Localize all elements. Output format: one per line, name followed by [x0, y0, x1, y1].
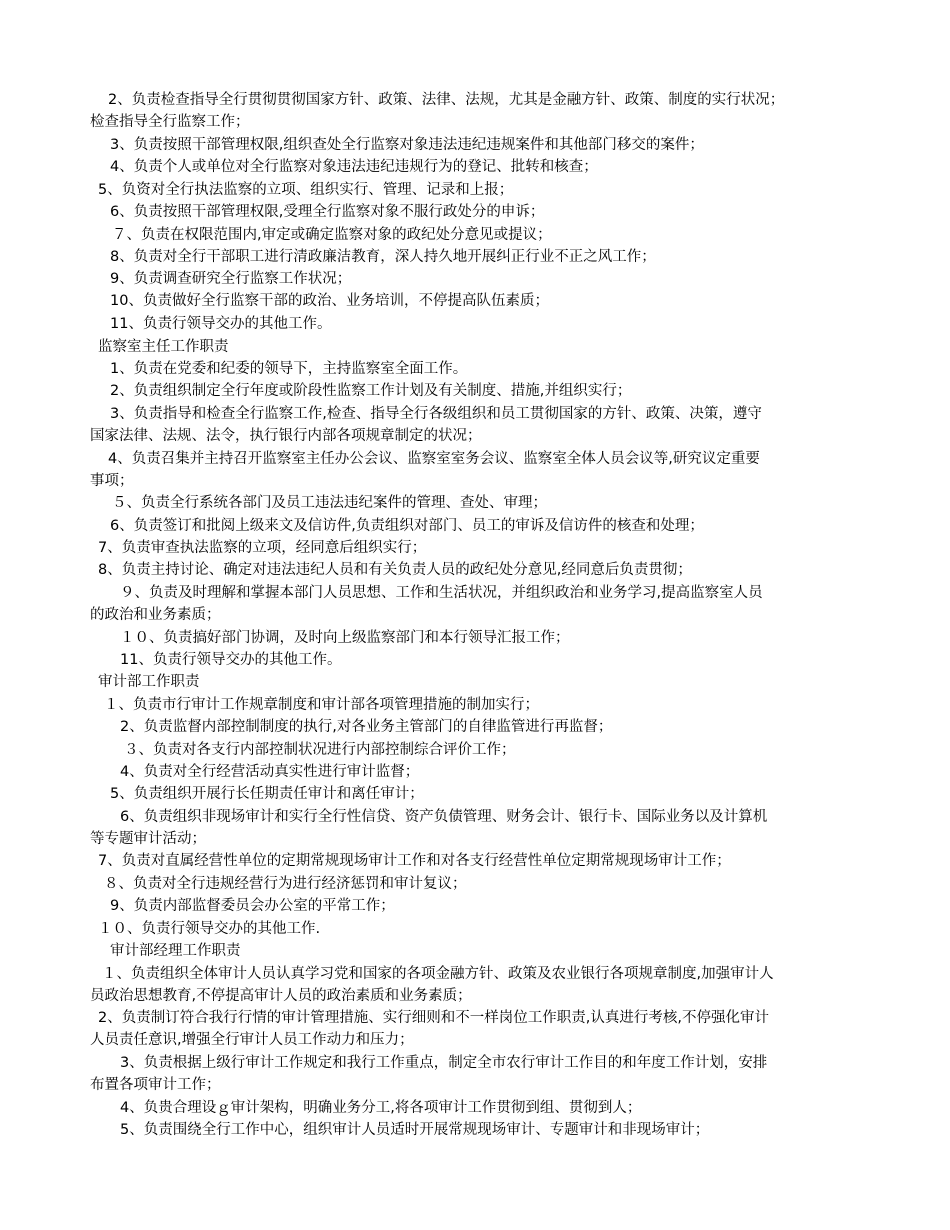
text-line: 6、负责签订和批阅上级来文及信访件,负责组织对部门、员工的审诉及信访件的核查和处理；: [110, 518, 704, 534]
section-heading: 审计部工作职责: [98, 674, 200, 690]
text-line: 7、负责审查执法监察的立项，经同意后组织实行；: [98, 540, 427, 556]
text-line: 4、负责对全行经营活动真实性进行审计监督；: [120, 764, 420, 780]
section-heading: 监察室主任工作职责: [98, 339, 229, 355]
section-heading: 审计部经理工作职责: [110, 943, 241, 959]
text-line: 10、负责做好全行监察干部的政治、业务培训，不停提高队伍素质；: [110, 293, 549, 309]
text-line: ８、负责对全行违规经营行为进行经济惩罚和审计复议；: [104, 876, 467, 892]
text-line: 6、负责组织非现场审计和实行全行性信贷、资产负债管理、财务会计、银行卡、国际业务以及计算机: [120, 809, 768, 825]
text-line: １、负责市行审计工作规章制度和审计部各项管理措施的制加实行；: [104, 697, 539, 713]
text-line: 2、负责监督内部控制制度的执行,对各业务主管部门的自律监管进行再监督；: [120, 719, 613, 735]
text-line: 等专题审计活动；: [90, 831, 206, 847]
text-line: １、负责组织全体审计人员认真学习党和国家的各项金融方针、政策及农业银行各项规章制度,加强审计人: [102, 966, 774, 982]
text-line: 3、负责指导和检查全行监察工作,检查、指导全行各级组织和员工贯彻国家的方针、政策、决策，遵守: [110, 406, 762, 422]
text-line: 布置各项审计工作；: [90, 1077, 221, 1093]
text-line: 3、负责根据上级行审计工作规定和我行工作重点，制定全市农行审计工作目的和年度工作计划，安排: [120, 1055, 768, 1071]
text-line: 4、负责个人或单位对全行监察对象违法违纪违规行为的登记、批转和核查；: [110, 159, 598, 175]
text-line: １０、负责行领导交办的其他工作.: [98, 921, 321, 937]
text-line: 国家法律、法规、法令，执行银行内部各项规章制定的状况；: [90, 428, 482, 444]
text-line: 5、负资对全行执法监察的立项、组织实行、管理、记录和上报；: [98, 182, 514, 198]
text-line: ５、负责全行系统各部门及员工违法违纪案件的管理、查处、审理；: [112, 495, 547, 511]
text-line: 9、负责内部监督委员会办公室的平常工作；: [110, 898, 395, 914]
text-line: 8、负责对全行干部职工进行清政廉洁教育，深人持久地开展纠正行业不正之风工作；: [110, 249, 656, 265]
text-line: 9、负责调查研究全行监察工作状况；: [110, 271, 352, 287]
text-line: 11、负责行领导交办的其他工作。: [120, 652, 342, 668]
text-line: 7、负责对直属经营性单位的定期常规现场审计工作和对各支行经营性单位定期常规现场审计工作；: [98, 853, 731, 869]
text-line: 1、负责在党委和纪委的领导下，主持监察室全面工作。: [110, 361, 468, 377]
text-line: 检查指导全行监察工作；: [90, 114, 250, 130]
text-line: 2、负责检查指导全行贯彻贯彻国家方针、政策、法律、法规，尤其是金融方针、政策、制度的实行状况；: [108, 92, 785, 108]
text-line: 人员责任意识,增强全行审计人员工作动力和压力；: [90, 1032, 414, 1048]
text-line: ７、负责在权限范围内,审定或确定监察对象的政纪处分意见或提议；: [112, 227, 552, 243]
text-line: 8、负责主持讨论、确定对违法违纪人员和有关负责人员的政纪处分意见,经同意后负责贯彻；: [98, 562, 692, 578]
text-line: 的政治和业务素质；: [90, 607, 221, 623]
text-line: 6、负责按照干部管理权限,受理全行监察对象不服行政处分的申诉；: [110, 204, 545, 220]
text-line: ３、负责对各支行内部控制状况进行内部控制综合评价工作；: [124, 742, 516, 758]
text-line: 4、负贵合理设ｇ审计架构，明确业务分工,将各项审计工作贯彻到组、贯彻到人；: [120, 1100, 642, 1116]
text-line: 2、负责组织制定全行年度或阶段性监察工作计划及有关制度、措施,并组织实行；: [110, 383, 632, 399]
text-line: 员政治思想教育,不停提高审计人员的政治素质和业务素质；: [90, 988, 472, 1004]
text-line: 2、负责制订符合我行行情的审计管理措施、实行细则和不一样岗位工作职责,认真进行考核,不停强化审计: [98, 1010, 769, 1026]
text-line: 5、负责组织开展行长任期责任审计和离任审计；: [110, 786, 424, 802]
text-line: 3、负责按照干部管理权限,组织查处全行监察对象违法违纪违规案件和其他部门移交的案件；: [110, 137, 704, 153]
text-line: 11、负责行领导交办的其他工作。: [110, 316, 332, 332]
text-line: 4、负责召集并主持召开监察室主任办公会议、监察室室务会议、监察室全体人员会议等,研究议定重要: [108, 451, 760, 467]
text-line: 5、负责围绕全行工作中心，组织审计人员适时开展常规现场审计、专题审计和非现场审计；: [120, 1122, 710, 1138]
text-line: 事项；: [90, 473, 134, 489]
text-line: ９、负责及时理解和掌握本部门人员思想、工作和生活状况，并组织政治和业务学习,提高监察室人员: [120, 585, 763, 601]
text-line: １０、负责搞好部门协调，及时向上级监察部门和本行领导汇报工作；: [120, 630, 570, 646]
